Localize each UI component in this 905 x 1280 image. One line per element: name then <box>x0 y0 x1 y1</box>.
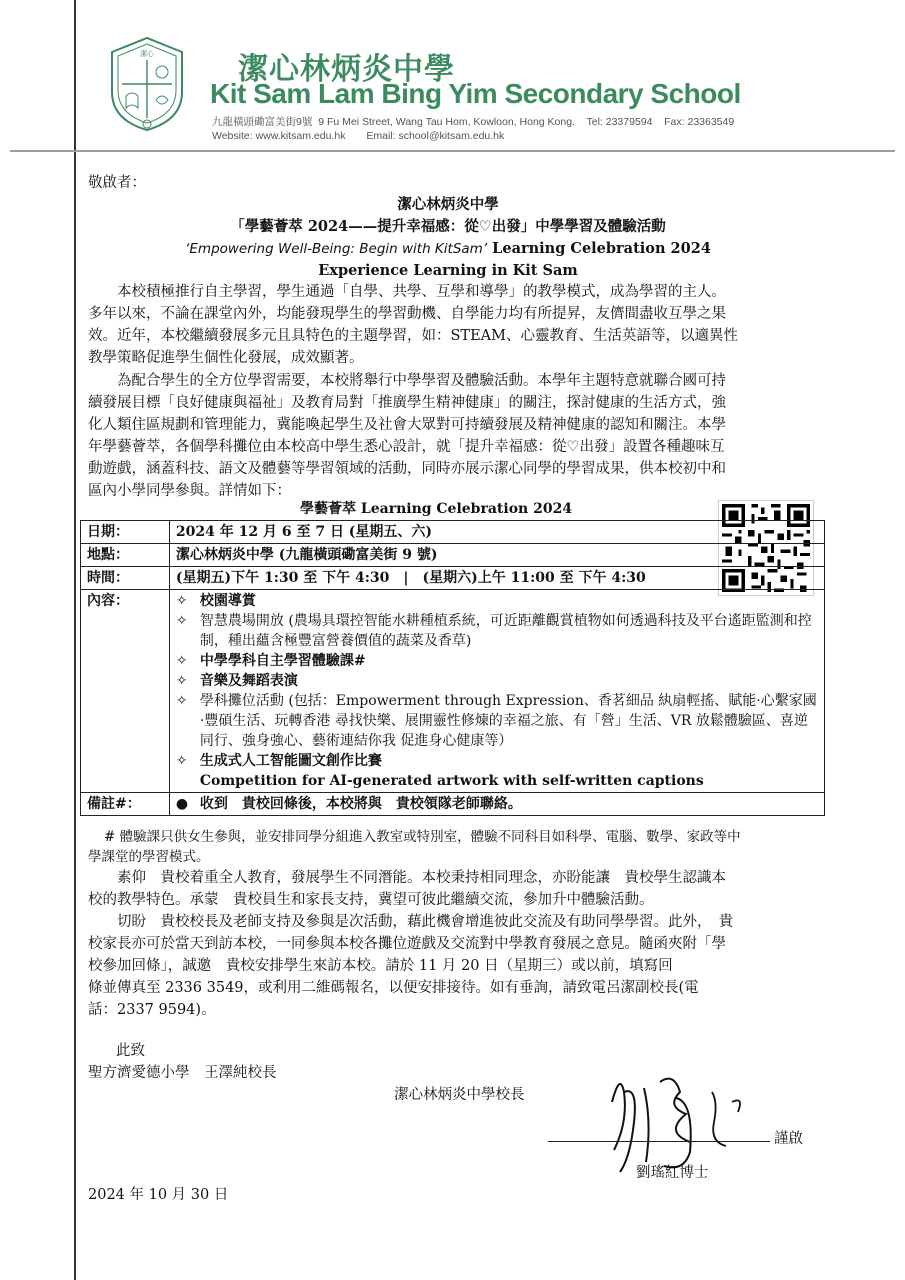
title-event-en-italic: ‘Empowering Well-Being: Begin with KitSam’ <box>185 241 488 257</box>
venue-label: 地點： <box>81 544 170 567</box>
list-item <box>170 771 818 791</box>
para1-line: 多年以來，不論在課堂內外，均能發現學生的學習動機、自學能力均有所提昇，友儕間盡收互學之果 <box>88 306 726 322</box>
website: Website: www.kitsam.edu.hk <box>212 130 346 142</box>
title-school: 潔心林炳炎中學 <box>397 196 499 213</box>
list-item: ✧ 音樂及舞蹈表演 <box>170 671 818 691</box>
para3-line: 校的教學特色。承蒙 貴校員生和家長支持，冀望可彼此繼續交流，參加升中體驗活動。 <box>88 892 654 908</box>
sparkle-icon: ✧ <box>175 613 188 629</box>
para2-line: 為配合學生的全方位學習需要，本校將舉行中學學習及體驗活動。本學年主題特意就聯合國可持 <box>88 373 726 389</box>
address-en: 9 Fu Mei Street, Wang Tau Hom, Kowloon, Hong Kong. <box>318 116 575 128</box>
content-list <box>169 590 824 793</box>
title-event-en <box>88 238 808 261</box>
table-row <box>81 793 825 816</box>
signer-name: 劉瑤紅博士 <box>636 1165 709 1181</box>
list-item: ✧ 生成式人工智能圖文創作比賽 <box>170 751 818 771</box>
bullet-icon: ● <box>175 796 189 812</box>
table-caption: 學藝薈萃 Learning Celebration 2024 <box>300 501 573 517</box>
remark-label: 備註#： <box>81 793 170 816</box>
para4-line: 校參加回條」，誠邀 貴校安排學生來訪本校。請於 11 月 20 日（星期三）或以前，填寫回 <box>88 958 673 974</box>
sparkle-icon: ✧ <box>175 753 188 769</box>
para4-line: 條並傳真至 2336 3549，或利用二維碼報名，以便安排接待。如有垂詢，請致電呂潔副校長(電 <box>88 980 699 996</box>
para4-line: 校家長亦可於當天到訪本校，一同參與本校各攤位遊戲及交流對中學教育發展之意見。隨函夾附「學 <box>88 936 726 952</box>
list-item: ✧ 智慧農場開放 (農場具環控智能水耕種植系統，可近距離觀賞植物如何透過科技及平台遙距監測和控制，種出蘊含極豐富營養價值的蔬菜及香草) <box>170 611 818 651</box>
salutation: 敬啟者： <box>88 175 146 191</box>
table-row <box>81 544 825 567</box>
fax: Fax: 23363549 <box>664 116 735 128</box>
letterhead-divider <box>10 150 895 152</box>
para2-line: 續發展目標「良好健康與福祉」及教育局對「推廣學生精神健康」的關注，探討健康的生活方式，強 <box>88 395 726 411</box>
para2-line: 區內小學同學參與。詳情如下： <box>88 483 291 499</box>
email: Email: school@kitsam.edu.hk <box>366 130 505 142</box>
para1-line: 效。近年，本校繼續發展多元且具特色的主題學習，如：STEAM、心靈教育、生活英語等，以適異性 <box>88 328 739 344</box>
time-label: 時間： <box>81 567 170 590</box>
school-crest-logo <box>108 34 186 132</box>
left-margin-rule <box>74 0 76 1280</box>
school-contact <box>212 130 522 142</box>
sparkle-icon: ✧ <box>175 673 188 689</box>
list-item: ✧ 中學學科自主學習體驗課# <box>170 651 818 671</box>
date-value: 2024 年 12 月 6 至 7 日 (星期五、六) <box>169 521 824 544</box>
remark-cell <box>169 793 824 816</box>
date-label: 日期： <box>81 521 170 544</box>
event-details-table <box>80 520 825 816</box>
signature-line <box>548 1141 770 1142</box>
sparkle-icon: ✧ <box>175 693 188 709</box>
para2-line: 年學藝薈萃，各個學科攤位由本校高中學生悉心設計，就「提升幸福感：從♡出發」設置各種趣味互 <box>88 439 725 455</box>
table-row <box>81 521 825 544</box>
table-row <box>81 590 825 793</box>
list-item: ✧ 學科攤位活動 (包括：Empowerment through Expression、香茗細品 紈扇輕搖、賦能·心繫家國·豐碩生活、玩轉香港 尋找快樂、展開靈性修煉的幸福之旅、有「營」生活、VR 放鬆體驗區、喜逆同行、強身強心、藝術連結你我 促進身心健康等） <box>170 691 818 751</box>
time-value: (星期五)下午 1:30 至 下午 4:30 | (星期六)上午 11:00 至 下午 4:30 <box>169 567 824 590</box>
address-zh: 九龍橫頭磡富美街9號 <box>212 116 313 128</box>
footnote-line: 學課堂的學習模式。 <box>88 849 210 865</box>
school-address <box>212 114 734 129</box>
para1-line: 教學策略促進學生個性化發展，成效顯著。 <box>88 350 364 366</box>
closing: 此致 <box>116 1043 145 1059</box>
list-item: ✧ 校園導賞 <box>170 591 818 611</box>
para2-line: 動遊戲，涵蓋科技、語文及體藝等學習領域的活動，同時亦展示潔心同學的學習成果，供本校初中和 <box>88 461 726 477</box>
recipient: 聖方濟愛德小學 王澤純校長 <box>88 1065 277 1081</box>
signoff: 謹啟 <box>774 1131 803 1147</box>
para3-line: 素仰 貴校着重全人教育，發展學生不同潛能。本校秉持相同理念，亦盼能讓 貴校學生認識本 <box>88 870 726 886</box>
para4-line: 切盼 貴校校長及老師支持及參與是次活動，藉此機會增進彼此交流及有助同學學習。此外， 貴 <box>88 914 734 930</box>
para1-line: 本校積極推行自主學習，學生通過「自學、共學、互學和導學」的教學模式，成為學習的主人。 <box>88 284 726 300</box>
school-name-zh: 潔心林炳炎中學 <box>238 52 455 87</box>
table-row <box>81 567 825 590</box>
letter-date: 2024 年 10 月 30 日 <box>88 1187 229 1203</box>
sparkle-icon: ✧ <box>175 653 188 669</box>
content-label: 內容： <box>81 590 170 793</box>
venue-value: 潔心林炳炎中學 (九龍橫頭磡富美街 9 號) <box>169 544 824 567</box>
competition-en: Competition for AI-generated artwork with self-written captions <box>199 773 704 789</box>
tel: Tel: 23379594 <box>586 116 653 128</box>
sparkle-icon: ✧ <box>175 593 188 609</box>
para2-line: 化人類住區規劃和管理能力，冀能喚起學生及社會大眾對可持續發展及精神健康的認知和關注。本學 <box>88 417 726 433</box>
sender-title: 潔心林炳炎中學校長 <box>394 1087 525 1103</box>
school-name-en: Kit Sam Lam Bing Yim Secondary School <box>210 78 741 109</box>
title-subtitle-en: Experience Learning in Kit Sam <box>318 262 578 279</box>
remark-value: 收到 貴校回條後，本校將與 貴校領隊老師聯絡。 <box>199 796 522 812</box>
title-event-zh: 「學藝薈萃 2024——提升幸福感：從♡出發」中學學習及體驗活動 <box>230 218 666 235</box>
title-event-en-bold: Learning Celebration 2024 <box>487 240 711 257</box>
crest-motto: 潔心 <box>140 50 154 58</box>
para4-line: 話：2337 9594)。 <box>88 1002 216 1018</box>
footnote-line: # 體驗課只供女生參與，並安排同學分組進入教室或特別室，體驗不同科目如科學、電腦、數學、家政等中 <box>104 829 741 845</box>
